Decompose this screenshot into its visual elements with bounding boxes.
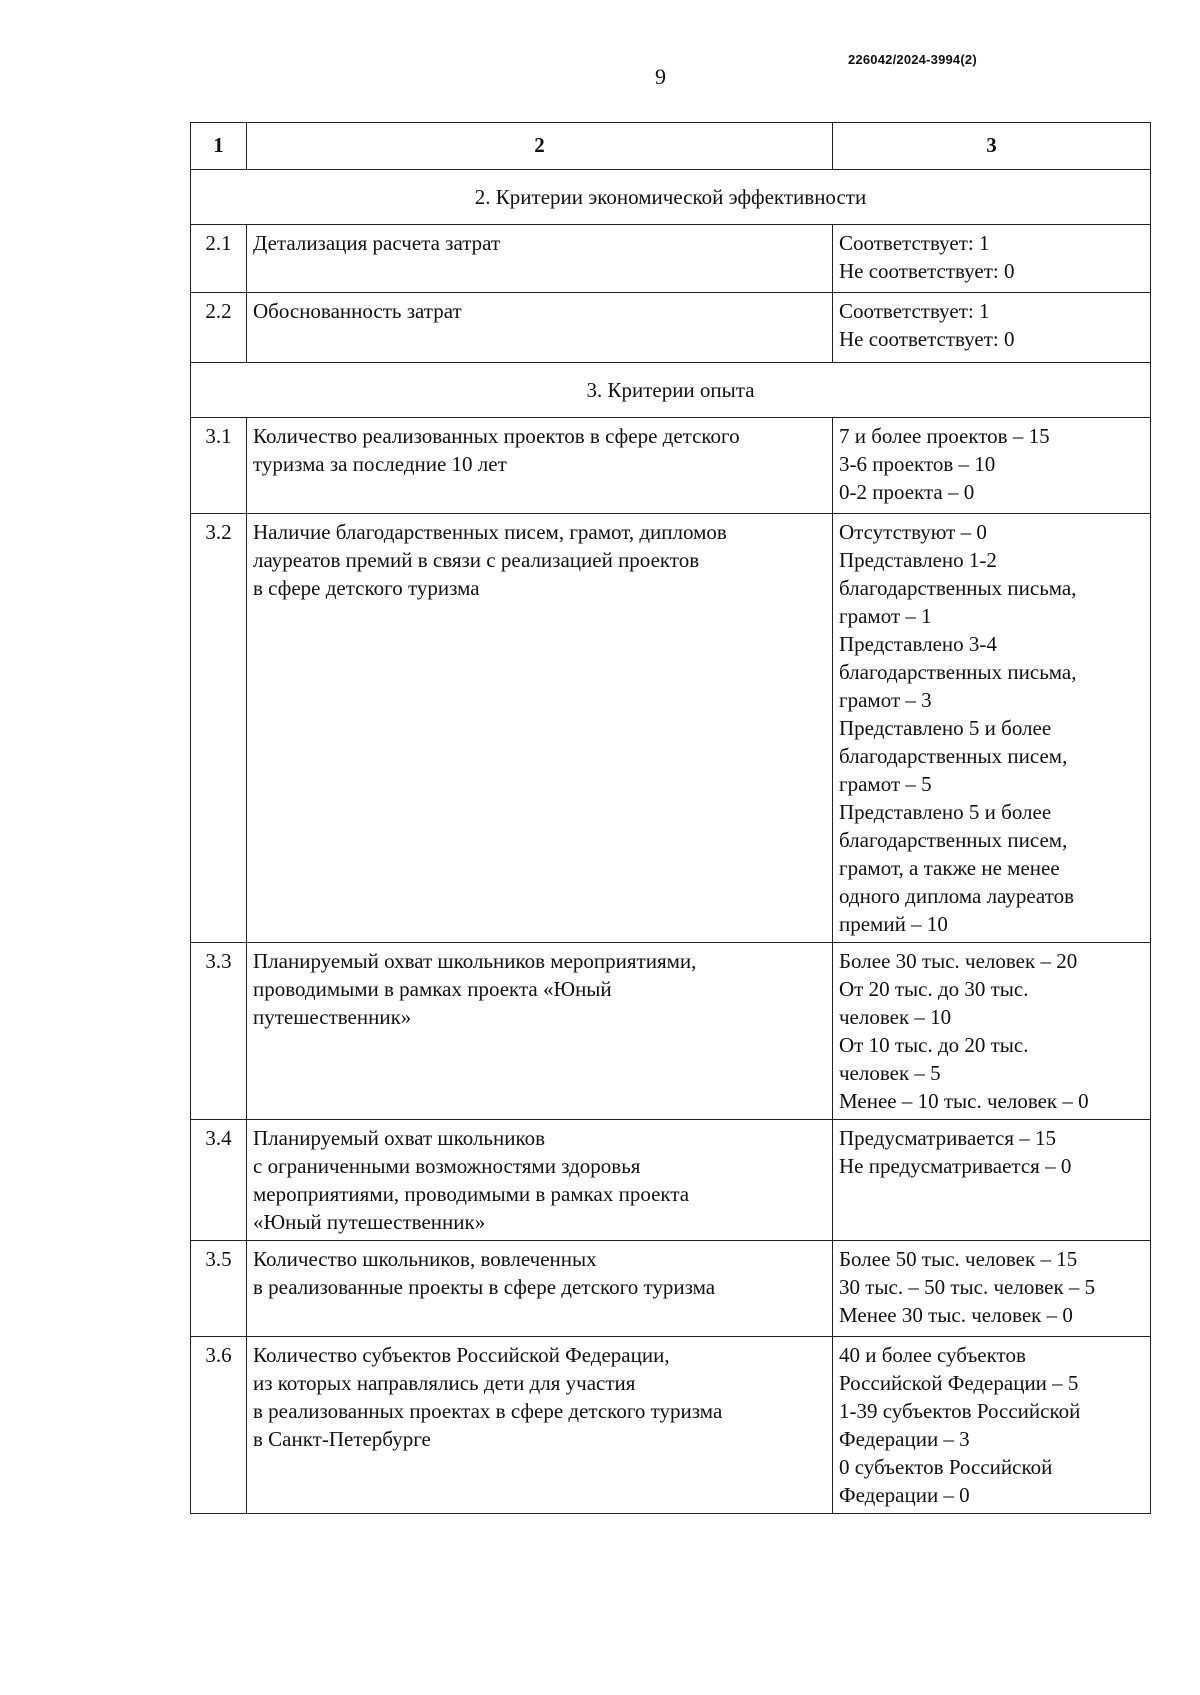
criterion-text-line: Планируемый охват школьников мероприятиями, xyxy=(253,949,697,973)
score-line: Соответствует: 1 xyxy=(839,299,990,323)
criterion-text-line: в Санкт-Петербурге xyxy=(253,1427,431,1451)
criterion-scoring xyxy=(833,1120,1151,1241)
criterion-row xyxy=(191,514,1151,943)
criterion-text-line: Количество субъектов Российской Федерации, xyxy=(253,1343,670,1367)
criterion-row xyxy=(191,225,1151,293)
criterion-text-line: в реализованные проекты в сфере детского туризма xyxy=(253,1275,716,1299)
criterion-text-line: лауреатов премий в связи с реализацией проектов xyxy=(253,548,700,572)
score-line: премий – 10 xyxy=(839,912,948,936)
criterion-text-line: с ограниченными возможностями здоровья xyxy=(253,1154,641,1178)
criterion-scoring xyxy=(833,1337,1151,1514)
criterion-text-line: Количество школьников, вовлеченных xyxy=(253,1247,597,1271)
criterion-scoring xyxy=(833,418,1151,514)
document-number: 226042/2024-3994(2) xyxy=(848,52,977,67)
page-number: 9 xyxy=(655,64,666,89)
criterion-text-line: «Юный путешественник» xyxy=(253,1210,486,1234)
score-line: грамот – 1 xyxy=(839,604,932,628)
score-line: 1-39 субъектов Российской xyxy=(839,1399,1081,1423)
criterion-text-line: Обоснованность затрат xyxy=(253,299,462,323)
score-line: одного диплома лауреатов xyxy=(839,884,1075,908)
criterion-row xyxy=(191,1337,1151,1514)
score-line: грамот – 5 xyxy=(839,772,932,796)
criterion-scoring xyxy=(833,943,1151,1120)
score-line: Предусматривается – 15 xyxy=(839,1126,1057,1150)
criterion-number: 3.6 xyxy=(191,1337,247,1514)
column-header-1: 1 xyxy=(191,123,247,170)
criterion-number: 3.3 xyxy=(191,943,247,1120)
criterion-text-line: Планируемый охват школьников xyxy=(253,1126,546,1150)
criterion-description xyxy=(247,293,833,363)
score-line: 7 и более проектов – 15 xyxy=(839,424,1050,448)
score-line: Представлено 5 и более xyxy=(839,800,1052,824)
score-line: человек – 10 xyxy=(839,1005,952,1029)
criterion-row xyxy=(191,1120,1151,1241)
column-header-row xyxy=(191,123,1151,170)
criterion-description xyxy=(247,1337,833,1514)
criterion-row xyxy=(191,943,1151,1120)
score-line: Не соответствует: 0 xyxy=(839,327,1015,351)
score-line: От 10 тыс. до 20 тыс. xyxy=(839,1033,1029,1057)
score-line: Представлено 1-2 xyxy=(839,548,997,572)
score-line: Представлено 3-4 xyxy=(839,632,997,656)
criterion-text-line: путешественник» xyxy=(253,1005,412,1029)
criterion-description xyxy=(247,418,833,514)
score-line: От 20 тыс. до 30 тыс. xyxy=(839,977,1029,1001)
criterion-scoring xyxy=(833,225,1151,293)
criterion-number: 2.1 xyxy=(191,225,247,293)
score-line: Российской Федерации – 5 xyxy=(839,1371,1079,1395)
score-line: 3-6 проектов – 10 xyxy=(839,452,996,476)
criterion-text-line: в сфере детского туризма xyxy=(253,576,480,600)
score-line: благодарственных письма, xyxy=(839,660,1077,684)
criterion-description xyxy=(247,225,833,293)
score-line: Соответствует: 1 xyxy=(839,231,990,255)
section-header-row xyxy=(191,363,1151,418)
score-line: Представлено 5 и более xyxy=(839,716,1052,740)
criterion-description xyxy=(247,1241,833,1337)
score-line: человек – 5 xyxy=(839,1061,941,1085)
criterion-number: 3.4 xyxy=(191,1120,247,1241)
score-line: Федерации – 0 xyxy=(839,1483,970,1507)
criterion-text-line: проводимыми в рамках проекта «Юный xyxy=(253,977,612,1001)
criterion-description xyxy=(247,514,833,943)
score-line: 30 тыс. – 50 тыс. человек – 5 xyxy=(839,1275,1096,1299)
criterion-text-line: мероприятиями, проводимыми в рамках проекта xyxy=(253,1182,690,1206)
criterion-number: 2.2 xyxy=(191,293,247,363)
score-line: грамот – 3 xyxy=(839,688,932,712)
criterion-scoring xyxy=(833,514,1151,943)
criterion-text-line: из которых направлялись дети для участия xyxy=(253,1371,636,1395)
score-line: Не соответствует: 0 xyxy=(839,259,1015,283)
score-line: грамот, а также не менее xyxy=(839,856,1060,880)
score-line: 40 и более субъектов xyxy=(839,1343,1026,1367)
section-header-row xyxy=(191,170,1151,225)
score-line: 0-2 проекта – 0 xyxy=(839,480,975,504)
section-title: 2. Критерии экономической эффективности xyxy=(191,170,1151,225)
criterion-text-line: Детализация расчета затрат xyxy=(253,231,501,255)
score-line: Более 50 тыс. человек – 15 xyxy=(839,1247,1078,1271)
column-header-3: 3 xyxy=(833,123,1151,170)
criterion-text-line: туризма за последние 10 лет xyxy=(253,452,507,476)
criterion-text-line: в реализованных проектах в сфере детского туризма xyxy=(253,1399,723,1423)
score-line: Не предусматривается – 0 xyxy=(839,1154,1072,1178)
criterion-number: 3.5 xyxy=(191,1241,247,1337)
criterion-row xyxy=(191,293,1151,363)
score-line: 0 субъектов Российской xyxy=(839,1455,1053,1479)
criterion-text-line: Количество реализованных проектов в сфере детского xyxy=(253,424,740,448)
section-title: 3. Критерии опыта xyxy=(191,363,1151,418)
score-line: Отсутствуют – 0 xyxy=(839,520,987,544)
criterion-row xyxy=(191,418,1151,514)
score-line: благодарственных писем, xyxy=(839,744,1068,768)
criterion-scoring xyxy=(833,1241,1151,1337)
score-line: Менее 30 тыс. человек – 0 xyxy=(839,1303,1073,1327)
score-line: Федерации – 3 xyxy=(839,1427,970,1451)
criterion-number: 3.1 xyxy=(191,418,247,514)
criterion-description xyxy=(247,943,833,1120)
criterion-text-line: Наличие благодарственных писем, грамот, дипломов xyxy=(253,520,727,544)
criterion-number: 3.2 xyxy=(191,514,247,943)
score-line: Более 30 тыс. человек – 20 xyxy=(839,949,1078,973)
criteria-table xyxy=(190,122,1151,1514)
column-header-2: 2 xyxy=(247,123,833,170)
score-line: Менее – 10 тыс. человек – 0 xyxy=(839,1089,1089,1113)
criterion-description xyxy=(247,1120,833,1241)
criterion-scoring xyxy=(833,293,1151,363)
score-line: благодарственных письма, xyxy=(839,576,1077,600)
criterion-row xyxy=(191,1241,1151,1337)
score-line: благодарственных писем, xyxy=(839,828,1068,852)
